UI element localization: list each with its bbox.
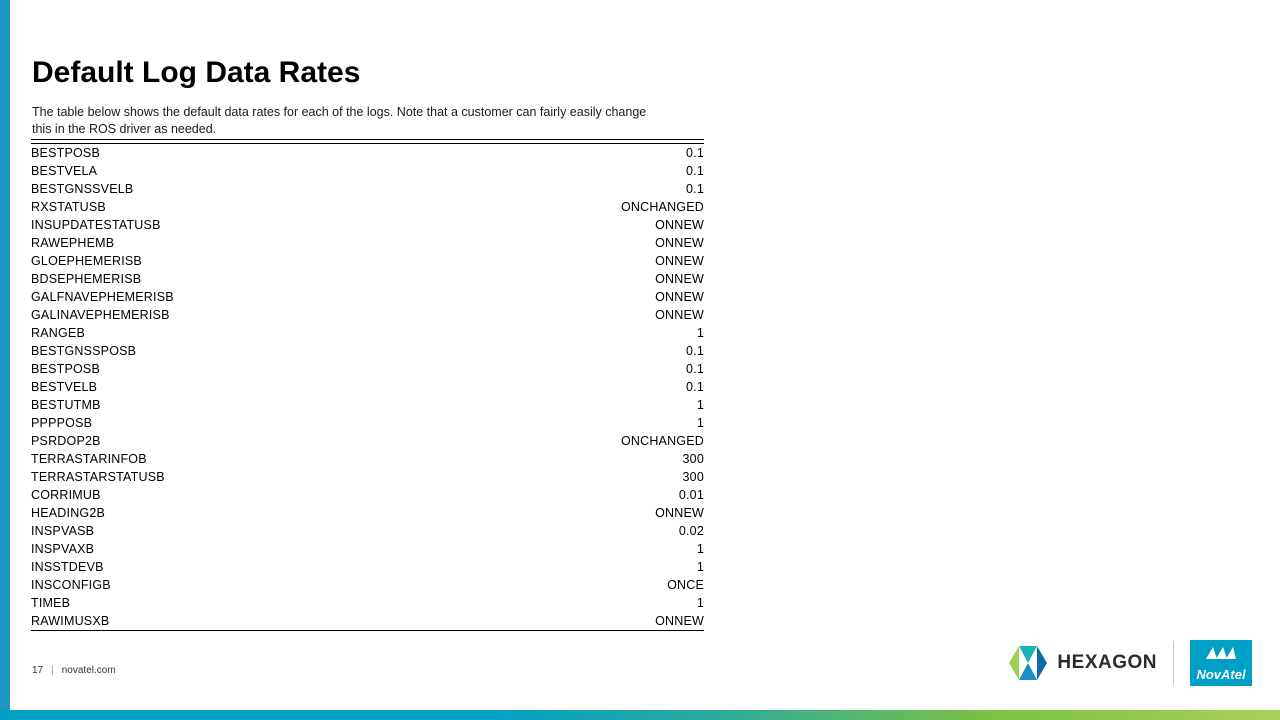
novatel-wordmark: NovAtel xyxy=(1196,667,1246,682)
log-name-cell: INSUPDATESTATUSB xyxy=(31,218,161,232)
log-rates-table xyxy=(31,139,704,631)
log-rate-cell: 1 xyxy=(696,398,704,412)
log-rate-cell: ONNEW xyxy=(655,290,704,304)
log-rate-cell: 300 xyxy=(682,470,704,484)
log-rate-cell: ONNEW xyxy=(655,236,704,250)
log-name-cell: TIMEB xyxy=(31,596,71,610)
log-rate-cell: ONCHANGED xyxy=(620,434,704,448)
log-name-cell: BESTPOSB xyxy=(31,362,100,376)
log-name-cell: INSCONFIGB xyxy=(31,578,111,592)
table-row xyxy=(31,486,704,504)
log-rate-cell: ONNEW xyxy=(456,612,704,631)
log-name-cell: INSPVAXB xyxy=(31,542,95,556)
log-name-cell: INSSTDEVB xyxy=(31,560,104,574)
table-row xyxy=(31,324,704,342)
log-name-cell: BDSEPHEMERISB xyxy=(31,272,142,286)
table-row xyxy=(31,378,704,396)
table-row xyxy=(31,180,704,198)
page-number: 17 xyxy=(32,665,44,676)
log-rate-cell: 0.1 xyxy=(686,146,704,160)
table-row xyxy=(31,270,704,288)
table-row xyxy=(31,288,704,306)
hexagon-wordmark: HEXAGON xyxy=(1057,652,1157,673)
log-name-cell: INSPVASB xyxy=(31,524,95,538)
logo-group xyxy=(1007,640,1252,686)
log-name-cell: BESTVELA xyxy=(31,164,98,178)
log-name-cell: TERRASTARINFOB xyxy=(31,452,147,466)
log-rate-cell: 1 xyxy=(696,542,704,556)
log-name-cell: RAWIMUSXB xyxy=(31,612,456,631)
table-row xyxy=(31,360,704,378)
log-rate-cell: 0.02 xyxy=(678,524,704,538)
logo-divider xyxy=(1173,641,1174,685)
table-row xyxy=(31,450,704,468)
footer-site: novatel.com xyxy=(61,665,116,676)
log-name-cell: GLOEPHEMERISB xyxy=(31,254,142,268)
log-name-cell: RXSTATUSB xyxy=(31,200,106,214)
log-name-cell: GALINAVEPHEMERISB xyxy=(31,308,170,322)
table-row xyxy=(31,234,704,252)
log-rate-cell: ONNEW xyxy=(655,218,704,232)
table-row xyxy=(31,162,704,180)
table-row xyxy=(31,216,704,234)
log-rates-table-container xyxy=(31,139,704,631)
log-rate-cell: ONCE xyxy=(667,578,704,592)
page-title: Default Log Data Rates xyxy=(32,56,361,89)
log-name-cell: BESTGNSSVELB xyxy=(31,182,134,196)
table-row xyxy=(31,414,704,432)
log-rate-cell: 1 xyxy=(696,326,704,340)
log-name-cell: HEADING2B xyxy=(31,506,106,520)
table-row xyxy=(31,504,704,522)
log-rate-cell: ONCHANGED xyxy=(620,200,704,214)
table-row xyxy=(31,576,704,594)
log-name-cell: BESTVELB xyxy=(31,380,98,394)
table-body xyxy=(31,144,704,631)
log-rate-cell: 0.1 xyxy=(686,164,704,178)
log-name-cell: TERRASTARSTATUSB xyxy=(31,470,165,484)
log-name-cell: PPPPOSB xyxy=(31,416,93,430)
hexagon-logo xyxy=(1007,642,1157,684)
log-rate-cell: 0.1 xyxy=(686,182,704,196)
table-row xyxy=(31,306,704,324)
table-row xyxy=(31,594,704,612)
log-rate-cell: ONNEW xyxy=(655,506,704,520)
log-name-cell: CORRIMUB xyxy=(31,488,101,502)
log-name-cell: RANGEB xyxy=(31,326,85,340)
left-accent-bar xyxy=(0,0,10,712)
table-row xyxy=(31,522,704,540)
table-row xyxy=(31,468,704,486)
log-rate-cell: 0.01 xyxy=(678,488,704,502)
log-rate-cell: 1 xyxy=(696,560,704,574)
footer-separator: | xyxy=(51,665,54,676)
log-name-cell: GALFNAVEPHEMERISB xyxy=(31,290,174,304)
log-rate-cell: 0.1 xyxy=(686,362,704,376)
table-row xyxy=(31,396,704,414)
table-row xyxy=(31,612,704,631)
bottom-accent-bar xyxy=(0,710,1280,720)
log-rate-cell: ONNEW xyxy=(655,254,704,268)
log-rate-cell: ONNEW xyxy=(655,272,704,286)
log-rate-cell: 300 xyxy=(682,452,704,466)
log-rate-cell: 0.1 xyxy=(686,380,704,394)
page-subtitle: The table below shows the default data rates for each of the logs. Note that a customer can fairly easily change this in the ROS driver as needed. xyxy=(32,105,647,136)
table-row xyxy=(31,558,704,576)
log-rate-cell: 1 xyxy=(696,416,704,430)
log-name-cell: RAWEPHEMB xyxy=(31,236,115,250)
hexagon-mark-icon xyxy=(1007,642,1049,684)
log-rate-cell: 0.1 xyxy=(686,344,704,358)
log-name-cell: BESTUTMB xyxy=(31,398,101,412)
log-name-cell: BESTGNSSPOSB xyxy=(31,344,137,358)
table-row xyxy=(31,144,704,163)
table-row xyxy=(31,198,704,216)
novatel-mark-icon xyxy=(1206,645,1236,666)
table-row xyxy=(31,540,704,558)
log-name-cell: BESTPOSB xyxy=(31,146,100,160)
footer xyxy=(32,665,116,676)
novatel-logo xyxy=(1190,640,1252,686)
log-rate-cell: 1 xyxy=(696,596,704,610)
table-row xyxy=(31,432,704,450)
log-rate-cell: ONNEW xyxy=(655,308,704,322)
table-row xyxy=(31,252,704,270)
left-accent-bar-inner xyxy=(0,0,10,712)
log-name-cell: PSRDOP2B xyxy=(31,434,101,448)
table-row xyxy=(31,342,704,360)
